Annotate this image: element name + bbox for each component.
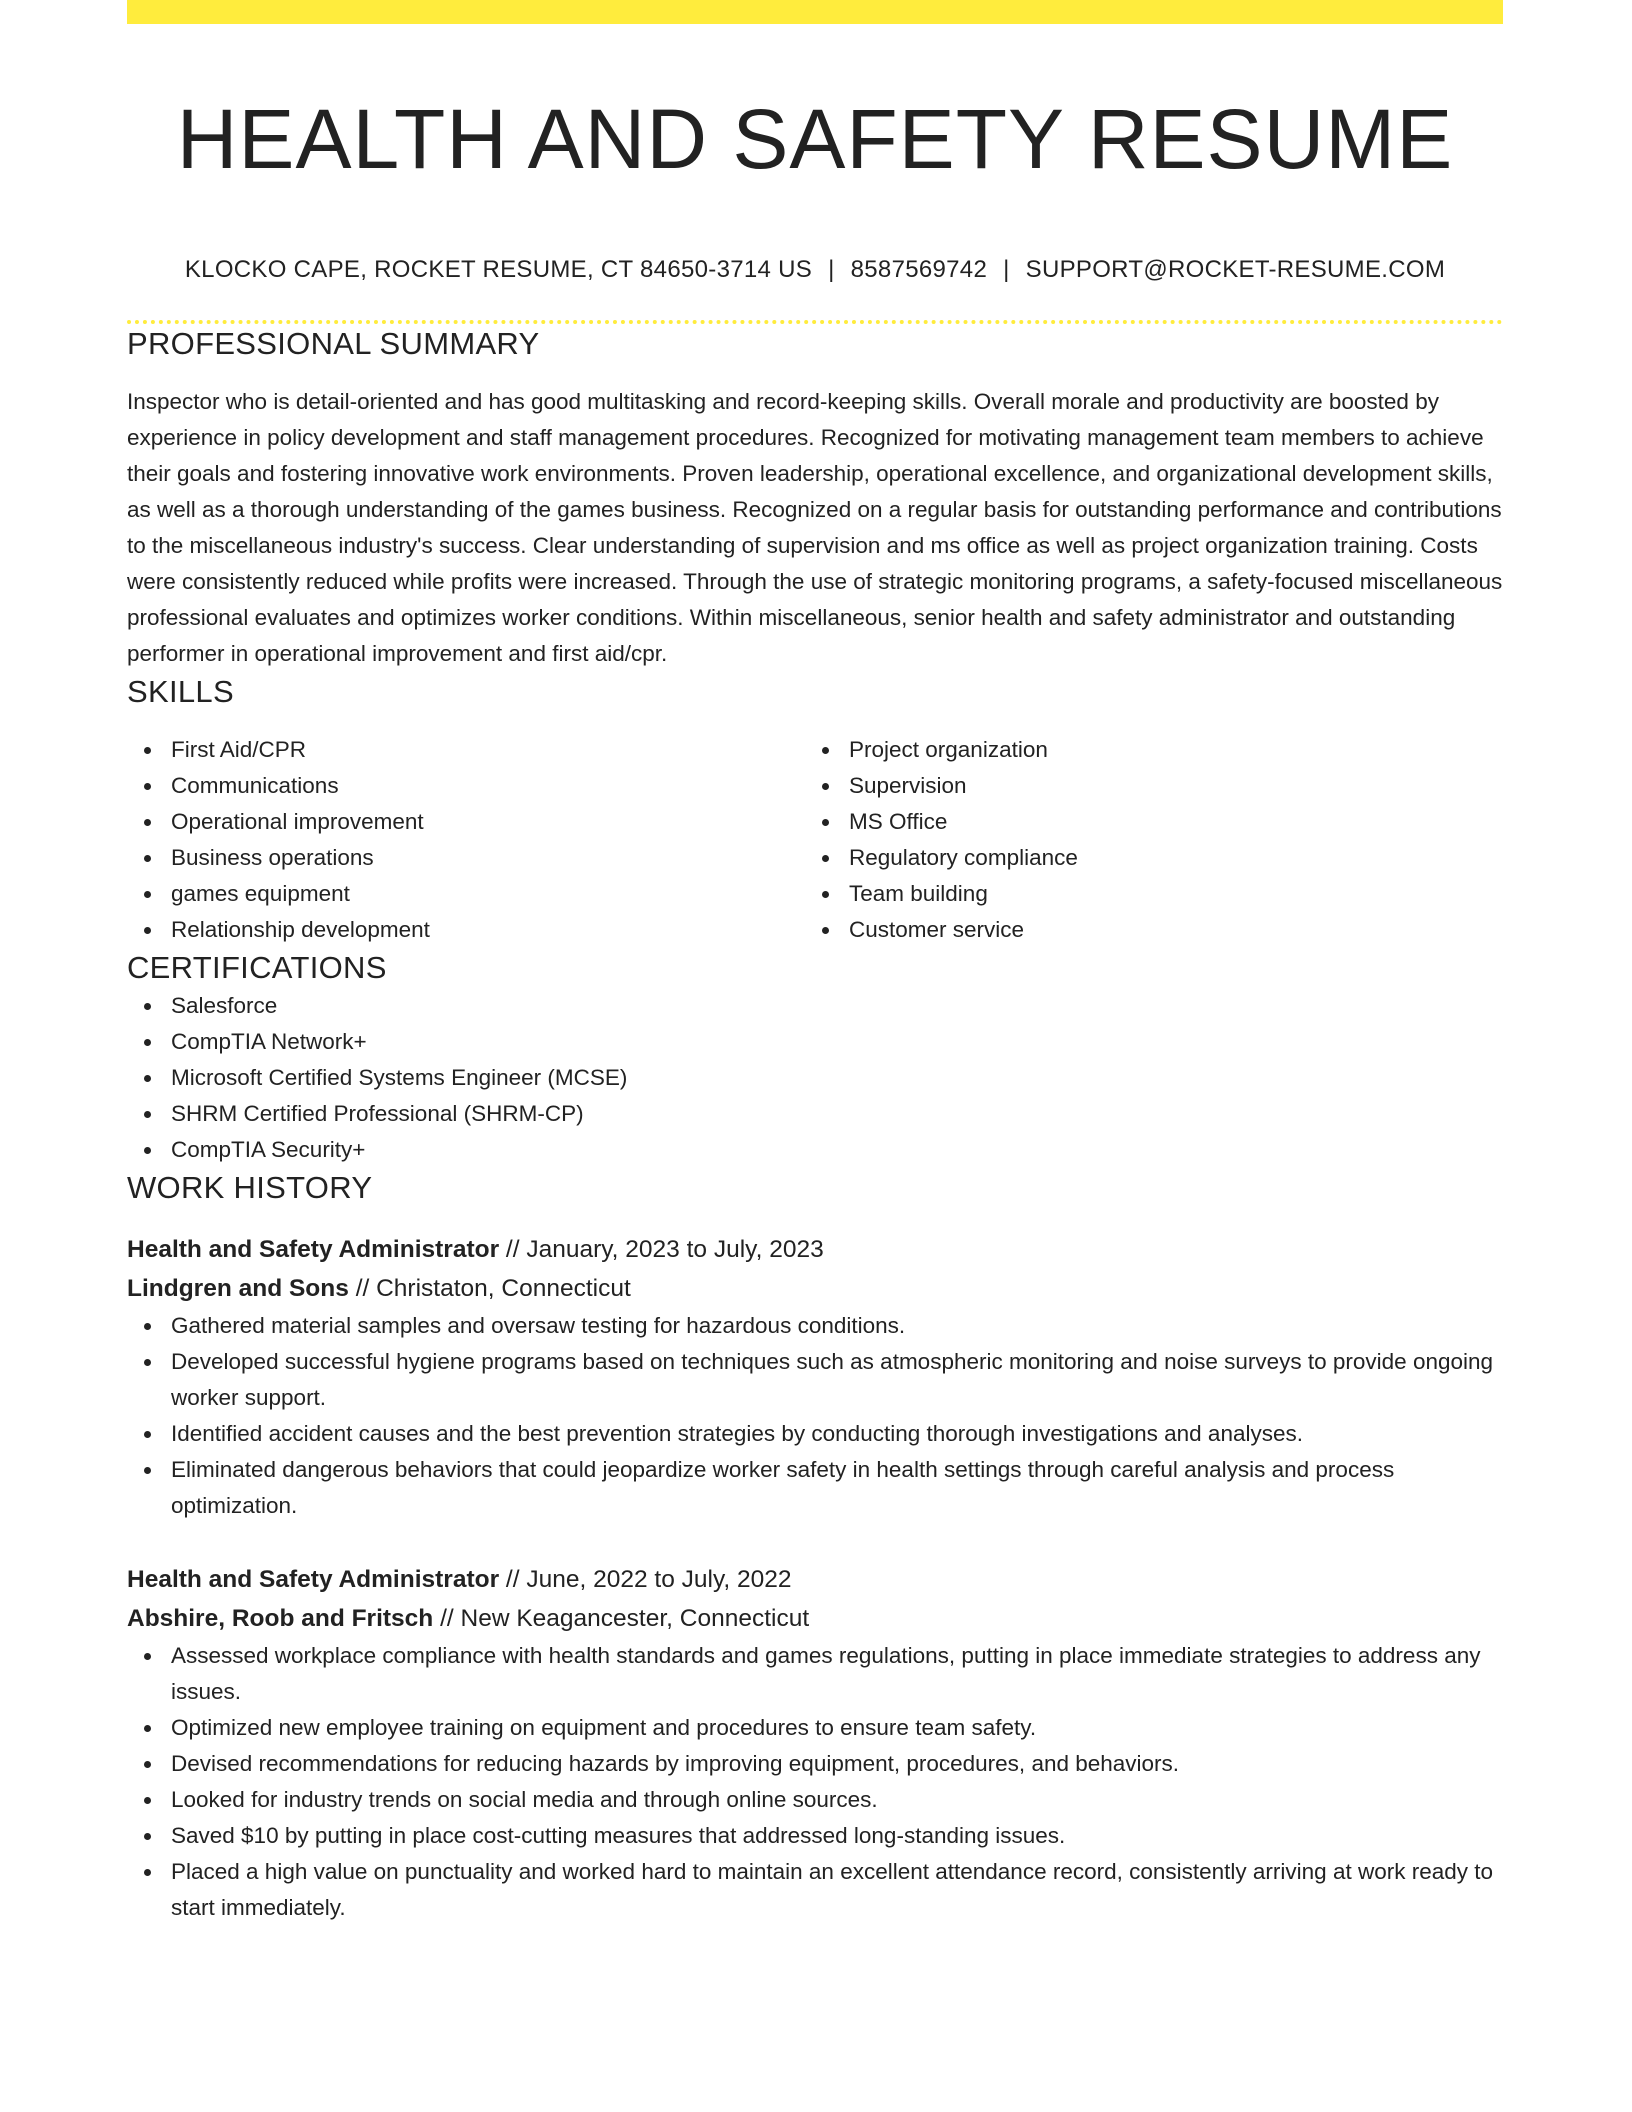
- contact-line: [127, 254, 1503, 286]
- job-entry: [127, 1230, 1503, 1524]
- certification-item: Salesforce: [171, 988, 1503, 1024]
- job-title-line: [127, 1230, 1503, 1269]
- contact-address: KLOCKO CAPE, ROCKET RESUME, CT 84650-3714 US: [184, 256, 813, 283]
- job-title: Health and Safety Administrator: [127, 1236, 500, 1263]
- skill-item: Operational improvement: [171, 804, 805, 840]
- contact-separator: |: [828, 256, 835, 283]
- skill-item: Project organization: [849, 732, 1483, 768]
- job-bullet: Gathered material samples and oversaw testing for hazardous conditions.: [171, 1308, 1503, 1344]
- job-dates: // January, 2023 to July, 2023: [505, 1236, 824, 1263]
- summary-heading: PROFESSIONAL SUMMARY: [127, 326, 540, 361]
- skill-item: Team building: [849, 876, 1483, 912]
- job-bullet: Identified accident causes and the best prevention strategies by conducting thorough investigations and analyses.: [171, 1416, 1503, 1452]
- certifications-list: [127, 988, 1503, 1168]
- skill-item: Communications: [171, 768, 805, 804]
- job-bullet: Looked for industry trends on social media and through online sources.: [171, 1782, 1503, 1818]
- skill-item: Business operations: [171, 840, 805, 876]
- job-bullets: [127, 1638, 1503, 1926]
- skill-item: games equipment: [171, 876, 805, 912]
- job-bullet: Assessed workplace compliance with health standards and games regulations, putting in place immediate strategies to address any issues.: [171, 1638, 1503, 1710]
- summary-text: Inspector who is detail-oriented and has good multitasking and record-keeping skills. Overall morale and productivity are boosted by experience in policy development and staff management procedures. Recognized for motivating management team members to achieve their goals and fostering innovative work environments. Proven leadership, operational excellence, and organizational development skills, as well as a thorough understanding of the games business. Recognized on a regular basis for outstanding performance and contributions to the miscellaneous industry's success. Clear understanding of supervision and ms office as well as project organization training. Costs were consistently reduced while profits were increased. Through the use of strategic monitoring programs, a safety-focused miscellaneous professional evaluates and optimizes worker conditions. Within miscellaneous, senior health and safety administrator and outstanding performer in operational improvement and first aid/cpr.: [127, 389, 1503, 666]
- skill-item: Customer service: [849, 912, 1483, 948]
- skill-item: MS Office: [849, 804, 1483, 840]
- certification-item: Microsoft Certified Systems Engineer (MCSE): [171, 1060, 1503, 1096]
- skills-grid: [127, 732, 1503, 948]
- certification-item: CompTIA Network+: [171, 1024, 1503, 1060]
- job-bullet: Placed a high value on punctuality and worked hard to maintain an excellent attendance record, consistently arriving at work ready to start immediately.: [171, 1854, 1503, 1926]
- job-bullet: Developed successful hygiene programs based on techniques such as atmospheric monitoring and noise surveys to provide ongoing worker support.: [171, 1344, 1503, 1416]
- skill-item: Relationship development: [171, 912, 805, 948]
- resume-page: [127, 0, 1503, 1926]
- resume-title: HEALTH AND SAFETY RESUME: [176, 92, 1454, 186]
- job-bullet: Saved $10 by putting in place cost-cutting measures that addressed long-standing issues.: [171, 1818, 1503, 1854]
- job-bullets: [127, 1308, 1503, 1524]
- job-company: Lindgren and Sons: [127, 1275, 349, 1302]
- job-title: Health and Safety Administrator: [127, 1566, 500, 1593]
- certification-item: CompTIA Security+: [171, 1132, 1503, 1168]
- skills-heading: SKILLS: [127, 674, 234, 709]
- job-bullet: Optimized new employee training on equipment and procedures to ensure team safety.: [171, 1710, 1503, 1746]
- work-history-heading: WORK HISTORY: [127, 1170, 373, 1205]
- skill-item: Supervision: [849, 768, 1483, 804]
- job-bullet: Devised recommendations for reducing hazards by improving equipment, procedures, and behaviors.: [171, 1746, 1503, 1782]
- certification-item: SHRM Certified Professional (SHRM-CP): [171, 1096, 1503, 1132]
- contact-separator: |: [1003, 256, 1010, 283]
- job-company-line: [127, 1599, 1503, 1638]
- skills-column-left: [127, 732, 805, 948]
- job-company-line: [127, 1269, 1503, 1308]
- job-entry: [127, 1560, 1503, 1926]
- job-location: // New Keagancester, Connecticut: [440, 1605, 810, 1632]
- job-title-line: [127, 1560, 1503, 1599]
- skills-list-left: [127, 732, 805, 948]
- skills-column-right: [805, 732, 1483, 948]
- skill-item: Regulatory compliance: [849, 840, 1483, 876]
- accent-top-bar: [127, 0, 1503, 24]
- contact-email: SUPPORT@ROCKET-RESUME.COM: [1025, 256, 1446, 283]
- job-company: Abshire, Roob and Fritsch: [127, 1605, 434, 1632]
- certifications-heading: CERTIFICATIONS: [127, 950, 387, 985]
- contact-phone: 8587569742: [850, 256, 988, 283]
- skill-item: First Aid/CPR: [171, 732, 805, 768]
- skills-list-right: [805, 732, 1483, 948]
- job-bullet: Eliminated dangerous behaviors that could jeopardize worker safety in health settings through careful analysis and process optimization.: [171, 1452, 1503, 1524]
- job-dates: // June, 2022 to July, 2022: [505, 1566, 792, 1593]
- job-location: // Christaton, Connecticut: [355, 1275, 631, 1302]
